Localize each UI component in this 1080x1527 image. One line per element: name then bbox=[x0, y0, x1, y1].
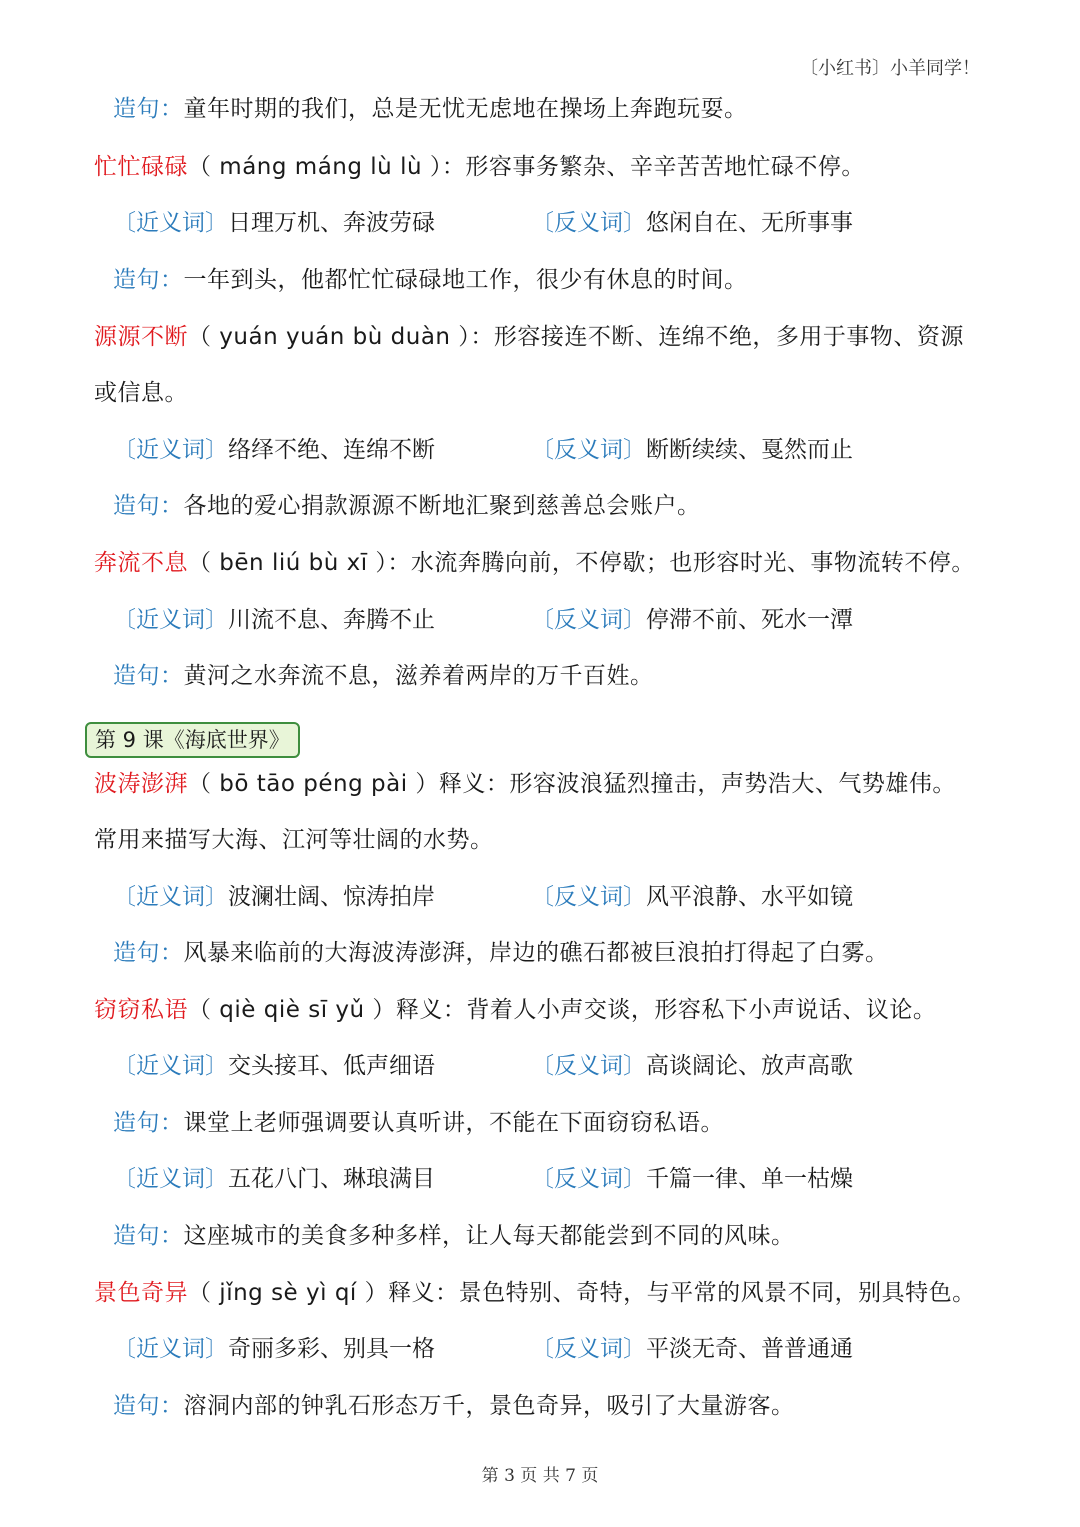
synonym-line bbox=[113, 882, 435, 912]
page-number: 第 3 页 共 7 页 bbox=[481, 1466, 599, 1486]
idiom-line bbox=[94, 548, 975, 578]
idiom-definition: ：形容事务繁杂、辛辛苦苦地忙碌不停。 bbox=[441, 154, 865, 180]
idiom-pinyin: （ máng máng lù lù ） bbox=[188, 154, 442, 180]
sentence-text: 风暴来临前的大海波涛澎湃，岸边的礁石都被巨浪拍打得起了白雾。 bbox=[183, 940, 889, 966]
idiom-term: 奔流不息 bbox=[94, 550, 188, 576]
synonym-text: 波澜壮阔、惊涛拍岸 bbox=[228, 884, 435, 910]
synonym-text: 络绎不绝、连绵不断 bbox=[228, 437, 435, 463]
antonym-label: 〔反义词〕 bbox=[531, 1166, 646, 1192]
synonym-label: 〔近义词〕 bbox=[113, 607, 228, 633]
synonym-label: 〔近义词〕 bbox=[113, 884, 228, 910]
idiom-definition: 释义：形容波浪猛烈撞击，声势浩大、气势雄伟。 bbox=[438, 771, 956, 797]
antonym-line bbox=[531, 1051, 853, 1081]
sentence-line bbox=[113, 265, 748, 295]
antonym-text: 停滞不前、死水一潭 bbox=[646, 607, 853, 633]
antonym-line bbox=[531, 1164, 853, 1194]
sentence-label: 造句： bbox=[113, 1223, 184, 1249]
idiom-line bbox=[94, 995, 936, 1025]
page-header: 〔小红书〕小羊同学！ bbox=[800, 58, 980, 79]
synonym-text: 川流不息、奔腾不止 bbox=[228, 607, 435, 633]
synonym-line bbox=[113, 605, 435, 635]
synonym-label: 〔近义词〕 bbox=[113, 210, 228, 236]
sentence-text: 溶洞内部的钟乳石形态万千，景色奇异，吸引了大量游客。 bbox=[183, 1393, 795, 1419]
idiom-term: 波涛澎湃 bbox=[94, 771, 188, 797]
sentence-line bbox=[113, 938, 889, 968]
antonym-label: 〔反义词〕 bbox=[531, 437, 646, 463]
sentence-text: 课堂上老师强调要认真听讲，不能在下面窃窃私语。 bbox=[183, 1110, 724, 1136]
idiom-line bbox=[94, 152, 865, 182]
sentence-text: 这座城市的美食多种多样，让人每天都能尝到不同的风味。 bbox=[183, 1223, 795, 1249]
synonym-label: 〔近义词〕 bbox=[113, 1336, 228, 1362]
antonym-label: 〔反义词〕 bbox=[531, 607, 646, 633]
idiom-definition: ：水流奔腾向前，不停歇；也形容时光、事物流转不停。 bbox=[387, 550, 975, 576]
idiom-pinyin: （ qiè qiè sī yǔ ） bbox=[188, 997, 396, 1023]
antonym-label: 〔反义词〕 bbox=[531, 884, 646, 910]
sentence-label: 造句： bbox=[113, 493, 184, 519]
sentence-label: 造句： bbox=[113, 1393, 184, 1419]
sentence-line bbox=[113, 491, 701, 521]
sentence-line bbox=[113, 1221, 795, 1251]
synonym-line bbox=[113, 435, 435, 465]
sentence-text: 童年时期的我们，总是无忧无虑地在操场上奔跑玩耍。 bbox=[183, 96, 748, 122]
synonym-line bbox=[113, 1164, 435, 1194]
sentence-line bbox=[113, 1391, 795, 1421]
idiom-pinyin: （ bēn liú bù xī ） bbox=[188, 550, 388, 576]
sentence-text: 各地的爱心捐款源源不断地汇聚到慈善总会账户。 bbox=[183, 493, 701, 519]
idiom-line bbox=[94, 322, 964, 352]
antonym-text: 悠闲自在、无所事事 bbox=[646, 210, 853, 236]
idiom-line bbox=[94, 1278, 976, 1308]
idiom-term: 景色奇异 bbox=[94, 1280, 188, 1306]
idiom-pinyin: （ yuán yuán bù duàn ） bbox=[188, 324, 471, 350]
synonym-line bbox=[113, 208, 435, 238]
antonym-text: 千篇一律、单一枯燥 bbox=[646, 1166, 853, 1192]
idiom-definition-cont: 常用来描写大海、江河等壮阔的水势。 bbox=[94, 827, 494, 853]
synonym-text: 奇丽多彩、别具一格 bbox=[228, 1336, 435, 1362]
antonym-line bbox=[531, 1334, 853, 1364]
antonym-label: 〔反义词〕 bbox=[531, 1053, 646, 1079]
sentence-line bbox=[113, 94, 748, 124]
antonym-line bbox=[531, 882, 853, 912]
idiom-definition: ：形容接连不断、连绵不绝，多用于事物、资源 bbox=[470, 324, 964, 350]
sentence-label: 造句： bbox=[113, 1110, 184, 1136]
synonym-line bbox=[113, 1051, 435, 1081]
idiom-definition: 释义：景色特别、奇特，与平常的风景不同，别具特色。 bbox=[388, 1280, 976, 1306]
sentence-text: 一年到头，他都忙忙碌碌地工作，很少有休息的时间。 bbox=[183, 267, 748, 293]
idiom-line bbox=[94, 769, 956, 799]
lesson-heading: 第 9 课《海底世界》 bbox=[85, 722, 300, 758]
antonym-label: 〔反义词〕 bbox=[531, 210, 646, 236]
idiom-pinyin: （ jǐng sè yì qí ） bbox=[188, 1280, 389, 1306]
idiom-term: 源源不断 bbox=[94, 324, 188, 350]
antonym-label: 〔反义词〕 bbox=[531, 1336, 646, 1362]
idiom-pinyin: （ bō tāo péng pài ） bbox=[188, 771, 439, 797]
synonym-label: 〔近义词〕 bbox=[113, 1053, 228, 1079]
antonym-line bbox=[531, 208, 853, 238]
synonym-label: 〔近义词〕 bbox=[113, 437, 228, 463]
sentence-line bbox=[113, 661, 654, 691]
antonym-line bbox=[531, 435, 853, 465]
idiom-term: 忙忙碌碌 bbox=[94, 154, 188, 180]
synonym-label: 〔近义词〕 bbox=[113, 1166, 228, 1192]
synonym-text: 交头接耳、低声细语 bbox=[228, 1053, 435, 1079]
synonym-text: 日理万机、奔波劳碌 bbox=[228, 210, 435, 236]
antonym-text: 高谈阔论、放声高歌 bbox=[646, 1053, 853, 1079]
sentence-label: 造句： bbox=[113, 267, 184, 293]
sentence-line bbox=[113, 1108, 724, 1138]
antonym-text: 断断续续、戛然而止 bbox=[646, 437, 853, 463]
synonym-text: 五花八门、琳琅满目 bbox=[228, 1166, 435, 1192]
antonym-line bbox=[531, 605, 853, 635]
sentence-label: 造句： bbox=[113, 663, 184, 689]
idiom-definition-cont: 或信息。 bbox=[94, 380, 188, 406]
sentence-label: 造句： bbox=[113, 940, 184, 966]
antonym-text: 风平浪静、水平如镜 bbox=[646, 884, 853, 910]
synonym-line bbox=[113, 1334, 435, 1364]
idiom-term: 窃窃私语 bbox=[94, 997, 188, 1023]
sentence-label: 造句： bbox=[113, 96, 184, 122]
idiom-definition: 释义：背着人小声交谈，形容私下小声说话、议论。 bbox=[395, 997, 937, 1023]
antonym-text: 平淡无奇、普普通通 bbox=[646, 1336, 853, 1362]
sentence-text: 黄河之水奔流不息，滋养着两岸的万千百姓。 bbox=[183, 663, 654, 689]
